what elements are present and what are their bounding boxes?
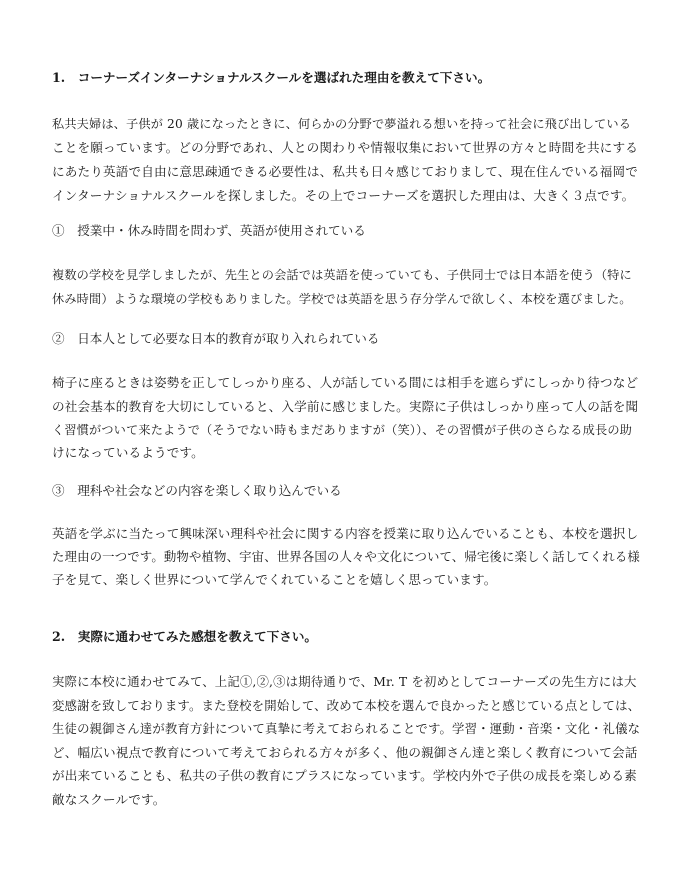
point2-title: ② 日本人として必要な日本的教育が取り入れられている [52, 331, 380, 346]
point2-line: く習慣がついて来たようで（そうでない時もまだありますが（笑））、その習慣が子供のさらなる成長の助 [52, 423, 632, 437]
section2-line: 変感謝を致しております。また登校を開始して、改めて本校を選んで良かったと感じている点としては、 [52, 698, 641, 713]
section1-intro-line: 私共夫婦は、子供が 20 歳になったときに、何らかの分野で夢溢れる想いを持って社会に飛び出している [52, 117, 632, 131]
section1-intro-line: インターナショナルスクールを探しました。その上でコーナーズを選択した理由は、大きく３点です。 [52, 188, 635, 203]
section1-heading: 1. コーナーズインターナショナルスクールを選ばれた理由を教えて下さい。 [52, 70, 491, 85]
point3-line: た理由の一つです。動物や植物、宇宙、世界各国の人々や文化について、帰宅後に楽しく話してくれる様 [52, 549, 640, 564]
point3-line: 英語を学ぶに当たって興味深い理科や社会に関する内容を授業に取り込んでいることも、本校を選択し [52, 526, 639, 541]
section2-heading: 2. 実際に通わせてみた感想を教えて下さい。 [52, 629, 318, 644]
section1-intro-line: ことを願っています。どの分野であれ、人との関わりや情報収集において世界の方々と時間を共にする [52, 140, 638, 155]
point1-line: 休み時間）ような環境の学校もありました。学校では英語を思う存分学んで欲しく、本校を選びました。 [52, 292, 632, 306]
section1-intro-line: にあたり英語で自由に意思疎通できる必要性は、私共も日々感じておりまして、現在住んでいる福岡で [52, 164, 638, 179]
point1-title: ① 授業中・休み時間を問わず、英語が使用されている [52, 223, 366, 238]
section2-line: ど、幅広い視点で教育について考えておられる方々が多く、他の親御さん達と楽しく教育について会話 [52, 745, 638, 760]
section2-line: 実際に本校に通わせてみて、上記①,②,③は期待通りで、Mr. T を初めとしてコーナーズの先生方には大 [52, 674, 637, 689]
point3-line: 子を見て、楽しく世界について学んでくれていることを嬉しく思っています。 [52, 572, 497, 587]
section2-line: 生徒の親御さん達が教育方針について真摯に考えておられることです。学習・運動・音楽・文化・礼儀な [52, 721, 641, 736]
point2-line: けになっているようです。 [52, 445, 204, 460]
section2-line: が出来ていることも、私共の子供の教育にプラスになっています。学校内外で子供の成長を楽しめる素 [52, 768, 637, 783]
point2-line: 椅子に座るときは姿勢を正してしっかり座る、人が話している間には相手を遮らずにしっかり待つなど [52, 375, 639, 390]
point3-title: ③ 理科や社会などの内容を楽しく取り込んでいる [52, 483, 342, 498]
point2-line: の社会基本的教育を大切にしていると、入学前に感じました。実際に子供はしっかり座って人の話を聞 [52, 399, 639, 414]
section2-line: 敵なスクールです。 [52, 792, 166, 807]
point1-line: 複数の学校を見学しましたが、先生との会話では英語を使っていても、子供同士では日本語を使う（特に [52, 268, 632, 282]
